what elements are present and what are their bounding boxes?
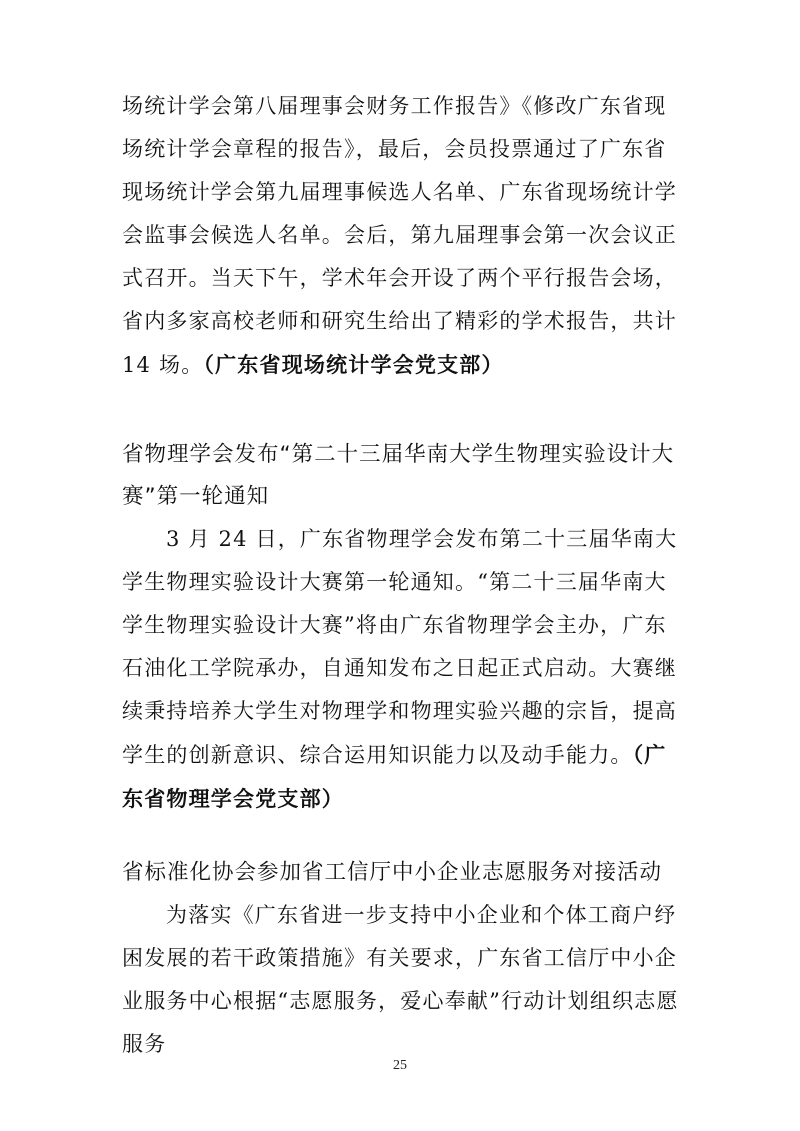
section-body <box>122 894 682 1066</box>
source-attribution: （广东省现场统计学会党支部） <box>203 352 504 377</box>
section-physics-society <box>122 434 682 821</box>
paragraph-body: 3 月 24 日，广东省物理学会发布第二十三届华南大学生物理实验设计大赛第一轮通知。“第二十三届华南大学生物理实验设计大赛”将由广东省物理学会主办，广东石油化工学院承办，自通知发布之日起正式启动。大赛继续秉持培养大学生对物理学和物理实验兴趣的宗旨，提高学生的创新意识、综合运用知识能力以及动手能力。 <box>122 527 678 767</box>
section-standardization-association <box>122 852 682 1066</box>
paragraph <box>122 85 682 387</box>
section-heading: 省标准化协会参加省工信厅中小企业志愿服务对接活动 <box>122 860 663 885</box>
paragraph-body: 场统计学会第八届理事会财务工作报告》《修改广东省现场统计学会章程的报告》，最后，会员投票通过了广东省现场统计学会第九届理事候选人名单、广东省现场统计学会监事会候选人名单。会后，第九届理事会第一次会议正式召开。当天下午，学术年会开设了两个平行报告会场，省内多家高校老师和研究生给出了精彩的学术报告，共计 14 场。 <box>122 94 677 377</box>
section-statistics-continuation <box>122 85 682 387</box>
paragraph <box>122 518 682 821</box>
page-number: 25 <box>393 1058 407 1073</box>
source-attribution: （广东省物理学会党支部） <box>122 742 667 811</box>
section-heading: 省物理学会发布“第二十三届华南大学生物理实验设计大赛”第一轮通知 <box>122 442 675 509</box>
paragraph <box>122 894 682 1066</box>
paragraph-body: 为落实《广东省进一步支持中小企业和个体工商户纾困发展的若干政策措施》有关要求，广东省工信厅中小企业服务中心根据“志愿服务，爱心奉献”行动计划组织志愿服务 <box>122 903 679 1056</box>
section-body <box>122 518 682 821</box>
